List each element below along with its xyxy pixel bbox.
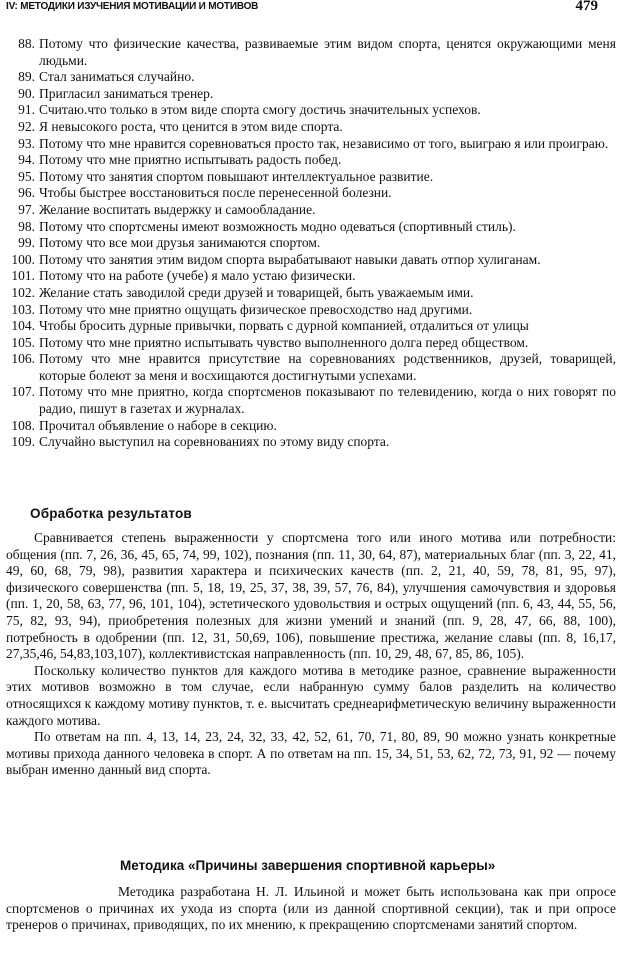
- item-number: 88.: [18, 36, 35, 51]
- list-item: [6, 136, 616, 153]
- item-number: 90.: [18, 85, 35, 101]
- item-text: Потому что все мои друзья занимаются спортом.: [39, 235, 321, 251]
- running-header-title: IV: МЕТОДИКИ ИЗУЧЕНИЯ МОТИВАЦИИ И МОТИВОВ: [6, 1, 259, 12]
- list-item: [6, 434, 616, 451]
- section-heading-processing: Обработка результатов: [30, 506, 192, 521]
- list-item: [6, 268, 616, 285]
- list-item: [6, 102, 616, 119]
- item-text: Потому что занятия спортом повышают интеллектуальное развитие.: [39, 168, 434, 184]
- item-text: Потому что физические качества, развиваемые этим видом спорта, ценятся окружающими меня людьми.: [39, 36, 616, 68]
- item-text: Желание воспитать выдержку и самообладание.: [39, 201, 316, 217]
- list-item: [6, 169, 616, 186]
- item-text: Потому что мне приятно испытывать радость побед.: [39, 152, 342, 168]
- item-number: 102.: [11, 284, 35, 300]
- item-number: 103.: [11, 301, 35, 317]
- item-text: Потому что мне приятно испытывать чувство выполненного долга перед обществом.: [39, 334, 529, 350]
- list-item: [6, 285, 616, 302]
- item-text: Прочитал объявление о наборе в секцию.: [39, 417, 277, 433]
- item-number: 107.: [11, 384, 35, 400]
- list-item: [6, 418, 616, 435]
- questionnaire-items: [6, 36, 616, 451]
- item-number: 98.: [18, 218, 35, 234]
- list-item: [6, 335, 616, 352]
- list-item: [6, 119, 616, 136]
- item-number: 100.: [11, 251, 35, 267]
- paragraph: По ответам на пп. 4, 13, 14, 23, 24, 32, 33, 42, 52, 61, 70, 71, 80, 89, 90 можно узнать конкретные мотивы прихода данного человека в спорт. А по ответам на пп. 15, 34, 51, 53, 62, 72, 73, 91, 92 — почему выбран именно данный вид спорта.: [6, 729, 616, 778]
- item-number: 92.: [18, 118, 35, 134]
- item-text: Чтобы бросить дурные привычки, порвать с дурной компанией, отдалиться от улицы: [39, 318, 529, 334]
- method-text: [6, 884, 616, 934]
- paragraph: Поскольку количество пунктов для каждого мотива в методике разное, сравнение выраженности этих мотивов возможно в том случае, если набранную сумму балов разделить на количество относящихся к каждому мотиву пунктов, т. е. высчитать среднеарифметическую величину выраженности каждого мотива.: [6, 662, 616, 728]
- list-item: [6, 302, 616, 319]
- item-number: 108.: [11, 417, 35, 433]
- list-item: [6, 318, 616, 335]
- item-number: 106.: [11, 351, 35, 367]
- item-text: Пригласил заниматься тренер.: [39, 85, 214, 101]
- item-text: Потому что мне приятно, когда спортсменов показывают по телевидению, когда о них говорят по радио, пишут в газетах и журналах.: [39, 384, 616, 417]
- list-item: [6, 351, 616, 384]
- item-text: Чтобы быстрее восстановиться после перенесенной болезни.: [39, 185, 392, 201]
- item-number: 99.: [18, 235, 35, 251]
- item-text: Случайно выступил на соревнованиях по этому виду спорта.: [39, 434, 390, 450]
- item-number: 89.: [18, 69, 35, 85]
- page-header: [6, 0, 598, 14]
- list-item: [6, 252, 616, 269]
- item-number: 96.: [18, 185, 35, 201]
- paragraph: Сравнивается степень выраженности у спортсмена того или иного мотива или потребности: общения (пп. 7, 26, 36, 45, 65, 74, 99, 102), познания (пп. 11, 30, 64, 87), материальных благ (пп. 3, 22, 41, 49, 60, 68, 79, 98), развития характера и психических качеств (пп. 2, 21, 40, 59, 78, 81, 95, 97), физического совершенства (пп. 5, 18, 19, 25, 37, 38, 39, 57, 76, 84), улучшения самочувствия и здоровья (пп. 1, 20, 58, 63, 77, 96, 101, 104), эстетического удовольствия и острых ощущений (пп. 6, 43, 44, 55, 56, 75, 82, 93, 94), приобретения полезных для жизни умений и знаний (пп. 9, 28, 47, 66, 88, 100), потребность в одобрении (пп. 12, 31, 50,69, 106), повышение престижа, желание славы (пп. 8, 16,17, 27,35,46, 54,83,103,107), коллективистская направленность (пп. 10, 29, 48, 67, 85, 86, 105).: [6, 530, 616, 662]
- item-text: Потому что на работе (учебе) я мало устаю физически.: [39, 268, 356, 284]
- list-item: [6, 202, 616, 219]
- item-text: Я невысокого роста, что ценится в этом виде спорта.: [39, 118, 343, 134]
- item-number: 105.: [11, 334, 35, 350]
- item-number: 95.: [18, 168, 35, 184]
- item-text: Желание стать заводилой среди друзей и товарищей, быть уважаемым ими.: [39, 284, 474, 300]
- item-text: Потому что мне нравится присутствие на соревнованиях родственников, друзей, товарищей, которые болеют за меня и восхищаются достигнутыми успехами.: [39, 351, 616, 383]
- item-number: 97.: [18, 201, 35, 217]
- item-number: 94.: [18, 152, 35, 168]
- item-number: 101.: [11, 268, 35, 284]
- item-text: Считаю.что только в этом виде спорта смогу достичь значительных успехов.: [39, 102, 481, 118]
- item-text: Потому что мне нравится соревноваться просто так, независимо от того, выиграю я или проиграю.: [39, 135, 609, 151]
- item-number: 93.: [18, 135, 35, 151]
- processing-text: [6, 530, 616, 779]
- list-item: [6, 86, 616, 103]
- list-item: [6, 69, 616, 86]
- list-item: [6, 152, 616, 169]
- list-item: [6, 384, 616, 417]
- item-number: 91.: [18, 102, 35, 118]
- method-title: Методика «Причины завершения спортивной карьеры»: [120, 858, 496, 873]
- item-number: 109.: [11, 434, 35, 450]
- list-item: [6, 235, 616, 252]
- page-number: 479: [575, 0, 598, 14]
- item-text: Стал заниматься случайно.: [39, 69, 195, 85]
- item-text: Потому что мне приятно ощущать физическое превосходство над другими.: [39, 301, 473, 317]
- paragraph: Методика разработана Н. Л. Ильиной и может быть использована как при опросе спортсменов о причинах их ухода из спорта (или из данной спортивной секции), так и при опросе тренеров о причинах, приводящих, по их мнению, к прекращению спортсменами занятий спортом.: [6, 884, 616, 933]
- item-number: 104.: [11, 318, 35, 334]
- item-text: Потому что спортсмены имеют возможность модно одеваться (спортивный стиль).: [39, 218, 516, 234]
- list-item: [6, 185, 616, 202]
- list-item: [6, 36, 616, 69]
- item-text: Потому что занятия этим видом спорта вырабатывают навыки давать отпор хулиганам.: [39, 251, 541, 267]
- list-item: [6, 219, 616, 236]
